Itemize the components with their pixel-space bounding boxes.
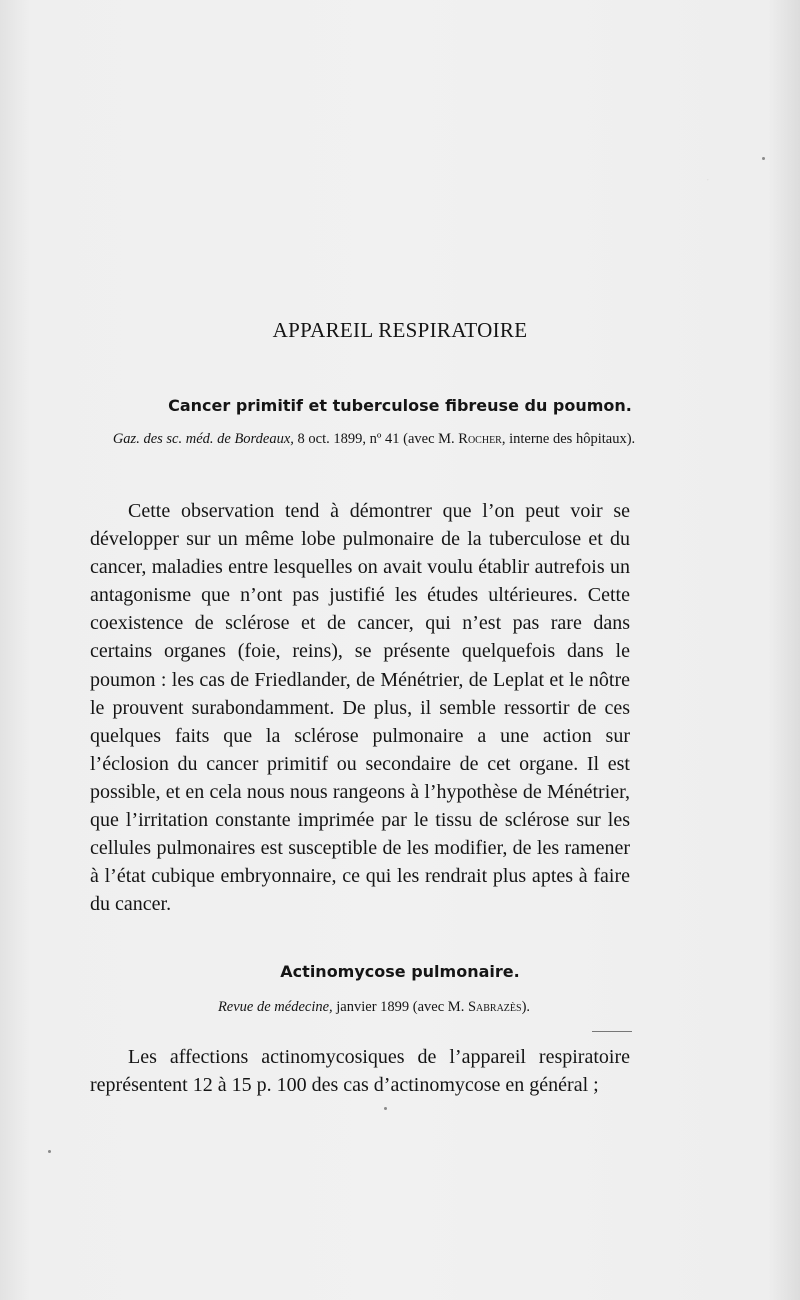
article-body-actinomycose: Les affections actinomycosiques de l’appareil respiratoire représentent 12 à 15 p. 100 des cas d’actinomycose en général ; (90, 1046, 630, 1097)
article-reference-cancer (108, 429, 640, 449)
reference-details: janvier 1899 (avec M. (332, 999, 468, 1015)
journal-name: Revue de médecine, (217, 999, 333, 1015)
reference-rule (592, 1031, 632, 1032)
paper-speck (762, 157, 765, 160)
article-body-cancer: Cette observation tend à démontrer que l’on peut voir se développer sur un même lobe pulmonaire de la tuberculose et du cancer, maladies entre lesquelles on avait voulu établir autrefois un antagonisme que n’ont pas justifié les études ultérieures. Cette coexistence de sclérose et de cancer, qui n’est pas rare dans certains organes (foie, reins), se présente quelquefois dans le poumon : les cas de Friedlander, de Ménétrier, de Leplat et le nôtre le prouvent surabondamment. De plus, il semble ressortir de ces quelques faits que la sclérose pulmonaire a une action sur l’éclosion du cancer primitif ou secondaire de cet organe. Il est possible, et en cela nous nous rangeons à l’hypothèse de Ménétrier, que l’irritation constante imprimée par le tissu de sclérose sur les cellules pulmonaires est susceptible de les modifier, de les ramener à l’état cubique embryonnaire, ce qui les rendrait plus aptes à faire du cancer. (90, 500, 630, 916)
section-heading: APPAREIL RESPIRATOIRE (272, 318, 528, 342)
coauthor-name: Rocher (458, 431, 502, 447)
document-page: · APPAREIL RESPIRATOIRE Cancer primitif et tuberculose fibreuse du poumon. Gaz. des sc. méd. de Bordeaux, 8 oct. 1899, nº 41 (avec M. Rocher, interne des hôpitaux). Cette observation tend à démontrer que l’on peut voir se développer sur un même lobe pulmonaire de la tuberculose et du cancer, maladies entre lesquelles on avait voulu établir autrefois un antagonisme que n’ont pas justifié les études ultérieures. Cette coexistence de sclérose et de cancer, qui n’est pas rare dans certains organes (foie, reins), se présente quelquefois dans le poumon : les cas de Friedlander, de Ménétrier, de Leplat et le nôtre le prouvent surabondamment. De plus, il semble ressortir de ces quelques faits que la sclérose pulmonaire a une action sur l’éclosion du cancer primitif ou secondaire de cet organe. Il est possible, et en cela nous nous rangeons à l’hypothèse de Ménétrier, que l’irritation constante imprimée par le tissu de sclérose sur les cellules pulmonaires est susceptible de les modifier, de les ramener à l’état cubique embryonnaire, ce qui les rendrait plus aptes à faire du cancer. Actinomycose pulmonaire. Revue de médecine, janvier 1899 (avec M. Sabrazès). Les affections actinomycosiques de l’appareil respiratoire représentent 12 à 15 p. 100 des cas d’actinomycose en général ; (0, 0, 800, 1300)
coauthor-name: Sabrazès (467, 999, 522, 1015)
article-title-actinomycose: Actinomycose pulmonaire. (280, 962, 520, 981)
article-title-cancer: Cancer primitif et tuberculose fibreuse du poumon. (168, 396, 632, 415)
reference-details: 8 oct. 1899, nº 41 (avec M. (293, 431, 459, 447)
paper-speck (384, 1107, 387, 1110)
paper-speck (48, 1150, 51, 1153)
article-reference-actinomycose (108, 997, 640, 1017)
reference-suffix: ). (521, 999, 531, 1015)
reference-suffix: , interne des hôpitaux). (501, 431, 636, 447)
journal-name: Gaz. des sc. méd. de Bordeaux, (112, 431, 294, 447)
